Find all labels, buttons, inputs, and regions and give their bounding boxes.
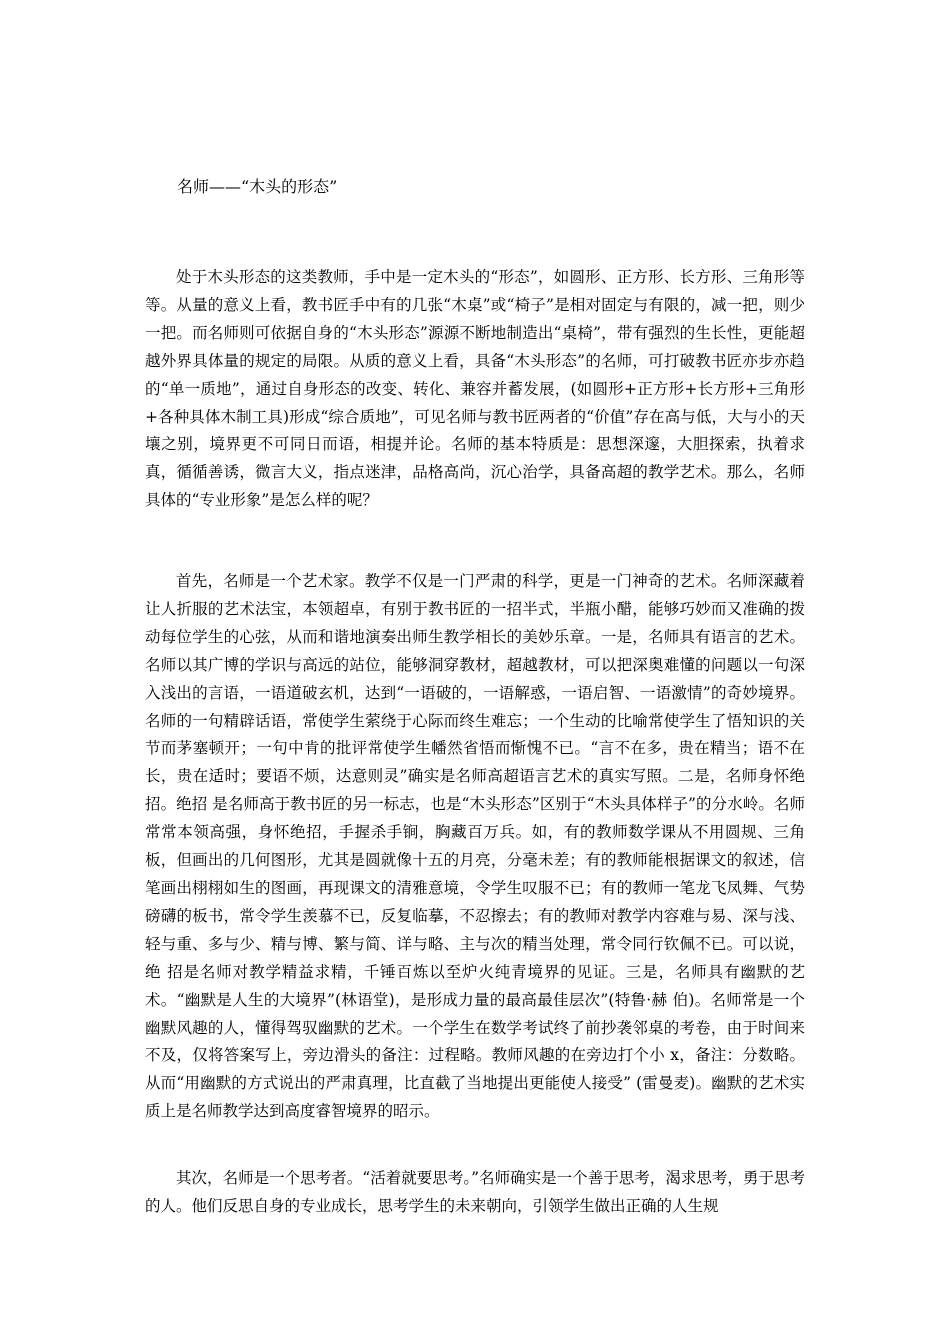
paragraph-thinker: 其次，名师是一个思考者。“活着就要思考。”名师确实是一个善于思考，渴求思考，勇于思考的人。他们反思自身的专业成长，思考学生的未来朝向，引领学生做出正确的人生规 bbox=[145, 1169, 805, 1215]
paragraph-intro: 处于木头形态的这类教师，手中是一定木头的“形态”，如圆形、正方形、长方形、三角形等等。从量的意义上看，教书匠手中有的几张“木桌”或“椅子”是相对固定与有限的，减一把，则少一把。而名师则可依据自身的“木头形态”源源不断地制造出“桌椅”，带有强烈的生长性，更能超越外界具体量的规定的局限。从质的意义上看，具备“木头形态”的名师，可打破教书匠亦步亦趋的“单一质地”，通过自身形态的改变、转化、兼容并蓄发展，(如圆形+正方形+长方形+三角形+各种具体木制工具)形成“综合质地”，可见名师与教书匠两者的“价值”存在高与低，大与小的天壤之别，境界更不可同日而语，相提并论。名师的基本特质是：思想深邃，大胆探索，执着求真，循循善诱，微言大义，指点迷津，品格高尚，沉心治学，具备高超的教学艺术。那么，名师具体的“专业形象”是怎么样的呢？ bbox=[145, 268, 805, 510]
paragraph-artist: 首先，名师是一个艺术家。教学不仅是一门严肃的科学，更是一门神奇的艺术。名师深藏着让人折服的艺术法宝，本领超卓，有别于教书匠的一招半式，半瓶小醋，能够巧妙而又准确的拨动每位学生的心弦，从而和谐地演奏出师生教学相长的美妙乐章。一是，名师具有语言的艺术。名师以其广博的学识与高远的站位，能够洞穿教材，超越教材，可以把深奥难懂的问题以一句深入浅出的言语，一语道破玄机，达到“一语破的，一语解惑，一语启智、一语激情”的奇妙境界。名师的一句精辟话语，常使学生萦绕于心际而终生难忘；一个生动的比喻常使学生了悟知识的关节而茅塞顿开；一句中肯的批评常使学生幡然省悟而惭愧不已。“言不在多，贵在精当；语不在长，贵在适时；要语不烦，达意则灵”确实是名师高超语言艺术的真实写照。二是，名师身怀绝招。绝招 是名师高于教书匠的另一标志，也是“木头形态”区别于“木头具体样子”的分水岭。名师常常本领高强，身怀绝招，手握杀手锏，胸藏百万兵。如，有的教师数学课从不用圆规、三角板，但画出的几何图形，尤其是圆就像十五的月亮，分毫未差；有的教师能根据课文的叙述，信笔画出栩栩如生的图画，再现课文的清雅意境，令学生叹服不已；有的教师一笔龙飞凤舞、气势磅礴的板书，常令学生羡慕不已，反复临摹，不忍擦去；有的教师对教学内容难与易、深与浅、轻与重、多与少、精与博、繁与简、详与略、主与次的精当处理，常令同行钦佩不已。可以说，绝 招是名师对教学精益求精，千锤百炼以至炉火纯青境界的见证。三是，名师具有幽默的艺术。“幽默是人生的大境界”(林语堂)，是形成力量的最高最佳层次”(特鲁·赫 伯)。名师常是一个幽默风趣的人，懂得驾驭幽默的艺术。一个学生在数学考试终了前抄袭邻桌的考卷，由于时间来不及，仅将答案写上，旁边滑头的备注：过程略。教师风趣的在旁边打个小 x，备注：分数略。从而“用幽默的方式说出的严肃真理，比直截了当地提出更能使人接受” (雷曼麦)。幽默的艺术实质上是名师教学达到高度睿智境界的昭示。 bbox=[145, 572, 805, 1121]
document-title: 名师——“木头的形态” bbox=[177, 177, 338, 196]
